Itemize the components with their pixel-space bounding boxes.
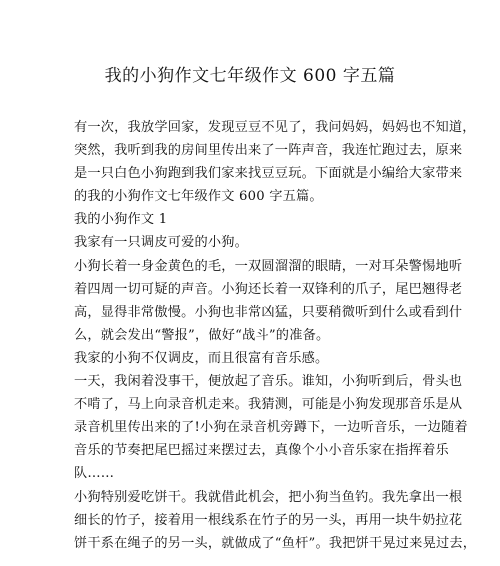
document-body	[74, 116, 477, 555]
text-line: 队……	[74, 466, 115, 482]
document-title: 我的小狗作文七年级作文 600 字五篇	[104, 66, 396, 86]
text-line: 不啃了，马上向录音机走来。我猜测，可能是小狗发现那音乐是从	[74, 397, 463, 413]
text-line: 我家的小狗不仅调皮，而且很富有音乐感。	[74, 350, 329, 366]
text-line: 的我的小狗作文七年级作文 600 字五篇。	[74, 189, 323, 205]
text-line: 是一只白色小狗跑到我们家来找豆豆玩。下面就是小编给大家带来	[74, 166, 463, 182]
text-line: 着四周一切可疑的声音。小狗还长着一双锋利的爪子，尾巴翘得老	[74, 281, 463, 297]
text-line: 突然，我听到我的房间里传出来了一阵声音，我连忙跑过去，原来	[74, 143, 463, 159]
text-line: 我家有一只调皮可爱的小狗。	[74, 235, 249, 251]
text-line: 录音机里传出来的了!小狗在录音机旁蹲下，一边听音乐，一边随着	[74, 420, 468, 436]
text-line: 小狗特别爱吃饼干。我就借此机会，把小狗当鱼钓。我先拿出一根	[74, 489, 463, 505]
text-line: 么，就会发出“警报”，做好“战斗”的准备。	[74, 327, 330, 343]
section-heading: 我的小狗作文 1	[74, 212, 168, 228]
text-line: 饼干系在绳子的另一头，就做成了“鱼杆”。我把饼干晃过来晃过去，	[74, 535, 477, 551]
text-line: 一天，我闲着没事干，便放起了音乐。谁知，小狗听到后，骨头也	[74, 374, 463, 390]
text-line: 细长的竹子，接着用一根线系在竹子的另一头，再用一块牛奶拉花	[74, 512, 463, 528]
text-line: 小狗长着一身金黄色的毛，一双圆溜溜的眼睛，一对耳朵警惕地听	[74, 258, 463, 274]
text-line: 高，显得非常傲慢。小狗也非常凶猛，只要稍微听到什么或看到什	[74, 304, 463, 320]
text-line: 有一次，我放学回家，发现豆豆不见了，我问妈妈，妈妈也不知道，	[74, 120, 476, 135]
text-line: 音乐的节奏把尾巴摇过来摆过去，真像个小小音乐家在指挥着乐	[74, 443, 449, 459]
